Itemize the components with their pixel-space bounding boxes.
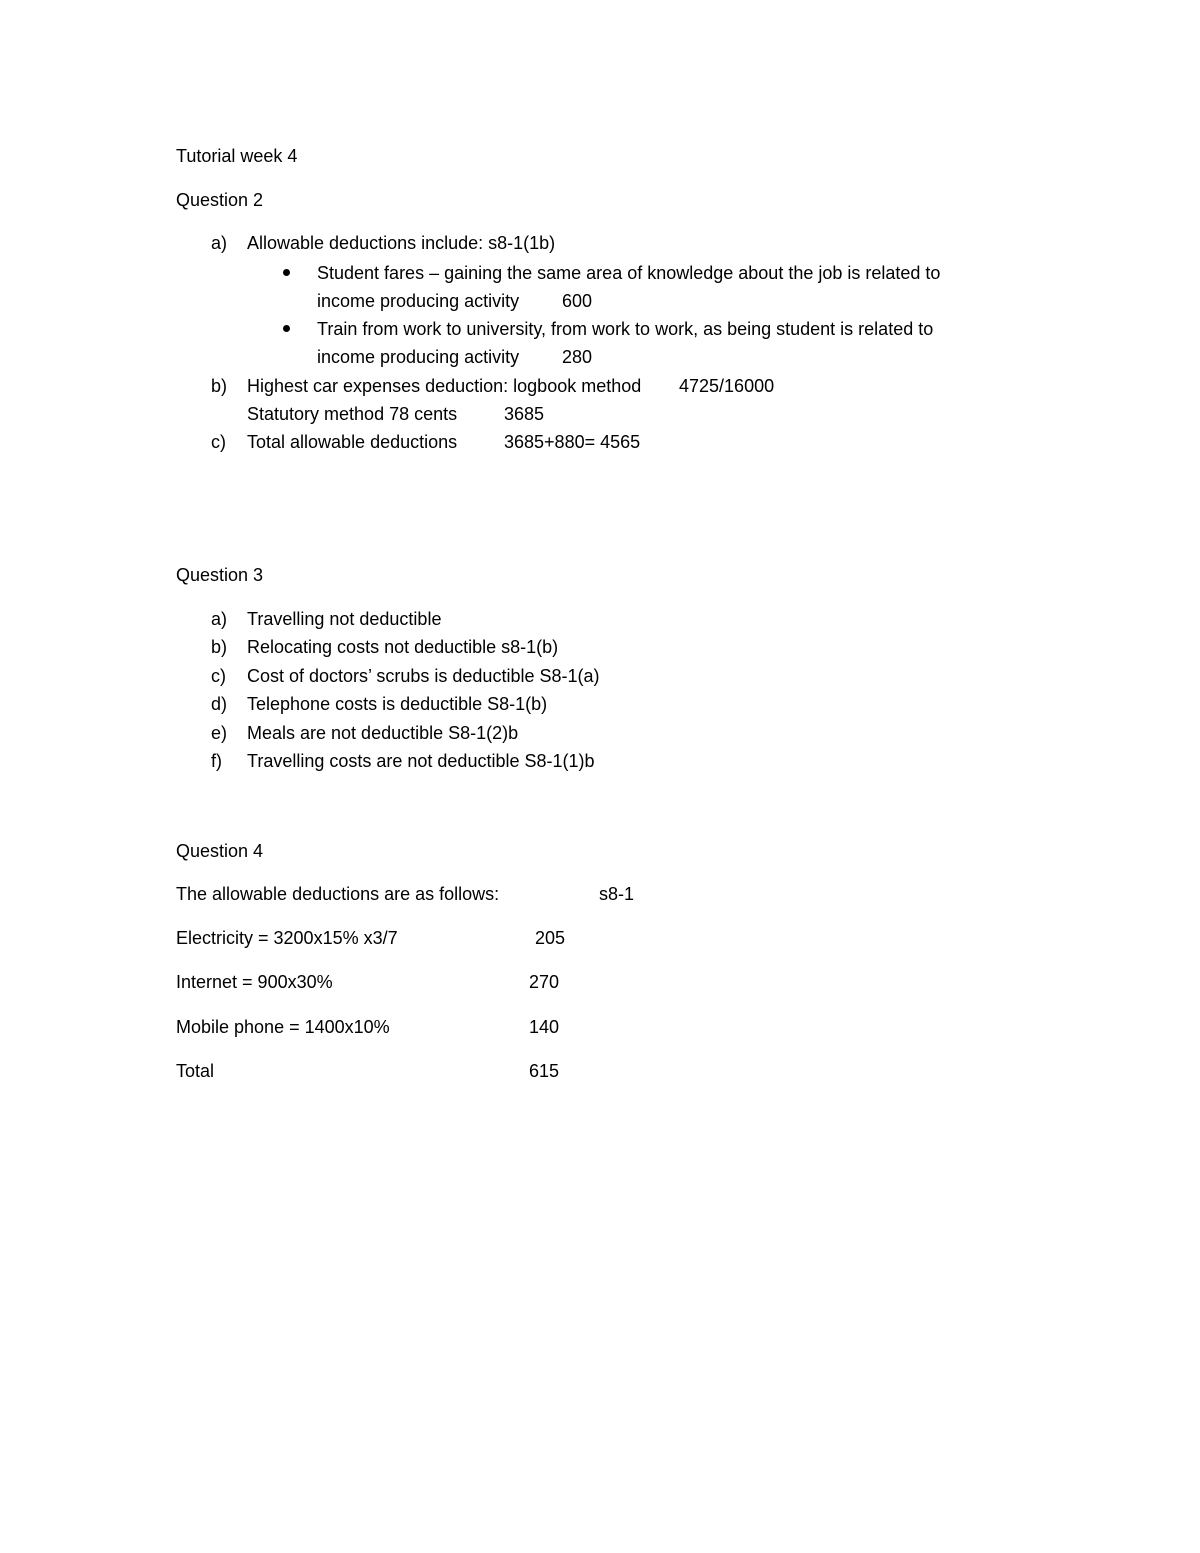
- q3-item-label: f): [211, 751, 222, 771]
- q4-intro: The allowable deductions are as follows:: [176, 884, 500, 904]
- q4-row-label: Internet = 900x30%: [176, 972, 333, 992]
- q4-row-label: Mobile phone = 1400x10%: [176, 1017, 390, 1037]
- q2-a-label: a): [211, 233, 228, 253]
- q2-b-text: Highest car expenses deduction: logbook method: [247, 376, 642, 396]
- q3-item-label: d): [211, 694, 228, 714]
- q3-item-text: Travelling costs are not deductible S8-1(1)b: [247, 751, 595, 771]
- q4-section: s8-1: [599, 884, 635, 904]
- q2-b-amount: 4725/16000: [679, 376, 775, 396]
- q3-item-label: e): [211, 723, 228, 743]
- q4-row-label: Electricity = 3200x15% x3/7: [176, 928, 398, 948]
- q2-bullet1-line1: Student fares – gaining the same area of knowledge about the job is related to: [317, 263, 941, 283]
- q4-total-value: 615: [529, 1061, 560, 1081]
- page-title: Tutorial week 4: [176, 146, 298, 166]
- q2-b-line2-text: Statutory method 78 cents: [247, 404, 458, 424]
- q2-bullet2-amount: 280: [562, 347, 593, 367]
- q2-c-label: c): [211, 432, 226, 452]
- q3-item-label: c): [211, 666, 226, 686]
- q3-item-label: a): [211, 609, 228, 629]
- question-2-heading: Question 2: [176, 190, 264, 210]
- q2-bullet1-amount: 600: [562, 291, 593, 311]
- q2-bullet1-line2: income producing activity: [317, 291, 520, 311]
- q2-a-text: Allowable deductions include: s8-1(1b): [247, 233, 556, 253]
- q4-row-value: 270: [529, 972, 560, 992]
- q3-item-text: Telephone costs is deductible S8-1(b): [247, 694, 548, 714]
- bullet-icon: [283, 325, 290, 332]
- q3-item-text: Meals are not deductible S8-1(2)b: [247, 723, 519, 743]
- question-4-heading: Question 4: [176, 841, 264, 861]
- q4-total-label: Total: [176, 1061, 215, 1081]
- q2-b-label: b): [211, 376, 228, 396]
- q2-bullet2-line1: Train from work to university, from work to work, as being student is related to: [317, 319, 934, 339]
- question-3-heading: Question 3: [176, 565, 264, 585]
- q2-bullet2-line2: income producing activity: [317, 347, 520, 367]
- q2-c-amount: 3685+880= 4565: [504, 432, 641, 452]
- q3-item-text: Cost of doctors’ scrubs is deductible S8-1(a): [247, 666, 600, 686]
- q3-item-text: Travelling not deductible: [247, 609, 442, 629]
- bullet-icon: [283, 269, 290, 276]
- q3-item-label: b): [211, 637, 228, 657]
- q3-item-text: Relocating costs not deductible s8-1(b): [247, 637, 559, 657]
- q4-row-value: 205: [535, 928, 566, 948]
- q2-b-line2-amount: 3685: [504, 404, 545, 424]
- q2-c-text: Total allowable deductions: [247, 432, 458, 452]
- q4-row-value: 140: [529, 1017, 560, 1037]
